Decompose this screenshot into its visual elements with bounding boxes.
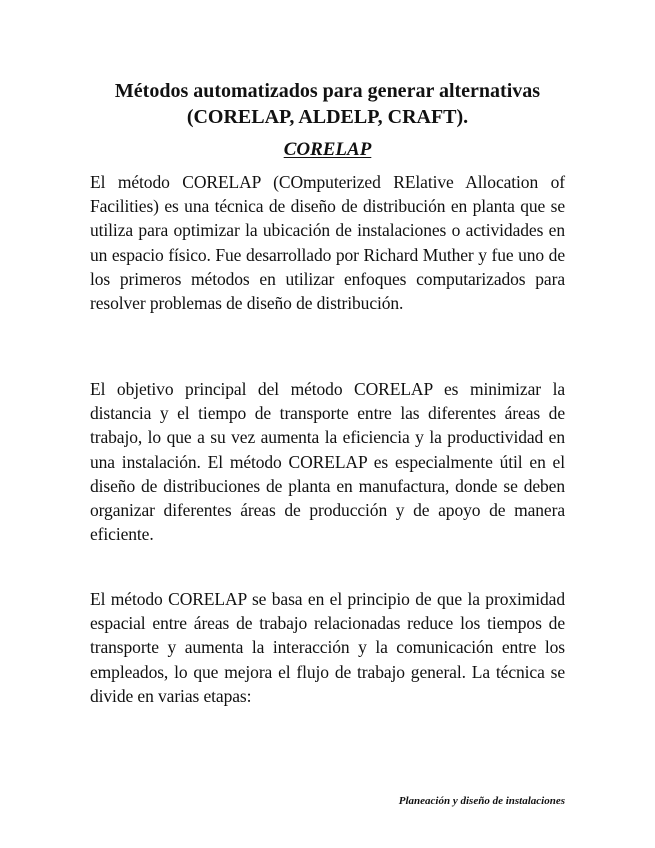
page-title xyxy=(60,78,595,130)
page-title-line-1: Métodos automatizados para generar alternativas xyxy=(114,80,541,102)
section-heading xyxy=(0,138,655,162)
paragraph-1: El método CORELAP (COmputerized RElative Allocation of Facilities) es una técnica de diseño de distribución en planta que se utiliza para optimizar la ubicación de instalaciones o actividades en un espacio físico. Fue desarrollado por Richard Muther y fue uno de los primeros métodos en utilizar enfoques computarizados para resolver problemas de diseño de distribución. xyxy=(90,172,565,314)
page-title-line-2: (CORELAP, ALDELP, CRAFT). xyxy=(186,106,469,128)
section-heading-text: CORELAP xyxy=(283,139,372,160)
paragraph-2: El objetivo principal del método CORELAP es minimizar la distancia y el tiempo de transporte entre las diferentes áreas de trabajo, lo que a su vez aumenta la eficiencia y la productividad en una instalación. El método CORELAP es especialmente útil en el diseño de distribuciones de planta en manufactura, donde se deben organizar diferentes áreas de producción y de apoyo de manera eficiente. xyxy=(90,379,565,545)
paragraph-3: El método CORELAP se basa en el principio de que la proximidad espacial entre áreas de trabajo relacionadas reduce los tiempos de transporte y aumenta la interacción y la comunicación entre los empleados, lo que mejora el flujo de trabajo general. La técnica se divide en varias etapas: xyxy=(90,589,565,706)
page-footer: Planeación y diseño de instalaciones xyxy=(398,795,565,807)
